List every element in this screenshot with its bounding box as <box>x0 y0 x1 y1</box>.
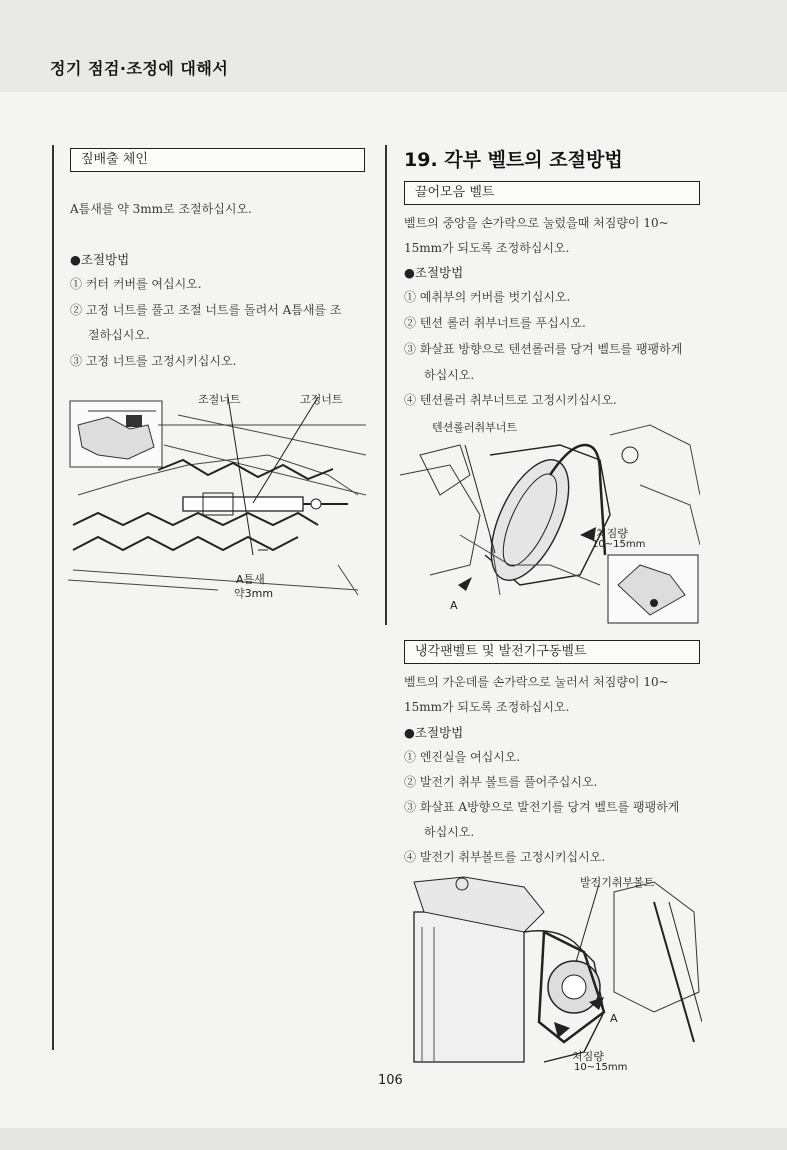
footer-band <box>0 1128 787 1150</box>
belt2-step-3-cont: 하십시오. <box>424 825 475 839</box>
left-column-rule <box>52 145 54 1050</box>
label-sag-value-2: 10~15mm <box>574 1062 628 1073</box>
belt1-step-3-cont: 하십시오. <box>424 368 475 382</box>
page-header-title: 정기 점검·조정에 대해서 <box>50 59 229 78</box>
belt2-intro-2: 15mm가 되도록 조정하십시오. <box>404 700 570 714</box>
left-step-2: ② 고정 너트를 풀고 조절 너트를 돌려서 A틈새를 조 <box>70 303 342 317</box>
left-intro: A틈새를 약 3mm로 조절하십시오. <box>70 202 252 216</box>
belt2-step-2: ② 발전기 취부 볼트를 풀어주십시오. <box>404 775 598 789</box>
fan-alternator-belt-figure <box>404 872 702 1077</box>
label-direction-a: A <box>610 1012 618 1025</box>
page-number: 106 <box>378 1073 403 1088</box>
belt1-intro-2: 15mm가 되도록 조정하십시오. <box>404 241 570 255</box>
belt1-step-4: ④ 텐션롤러 취부너트로 고정시키십시오. <box>404 393 617 407</box>
belt2-step-4: ④ 발전기 취부볼트를 고정시키십시오. <box>404 850 606 864</box>
belt1-heading: 끌어모음 벨트 <box>404 181 700 205</box>
belt1-intro-1: 벨트의 중앙을 손가락으로 눌렀을때 처짐량이 10~ <box>404 216 669 230</box>
label-a: A <box>450 599 458 612</box>
chain-adjustment-figure <box>68 385 366 610</box>
belt2-step-1: ① 엔진실을 여십시오. <box>404 750 521 764</box>
label-gap: A틈새 <box>236 573 265 586</box>
belt1-method-heading: ●조절방법 <box>404 265 464 280</box>
left-step-1: ① 커터 커버를 여십시오. <box>70 277 202 291</box>
left-step-2-cont: 절하십시오. <box>88 328 150 342</box>
label-tension-roller-nut: 텐션롤러취부너트 <box>432 421 518 434</box>
belt2-method-heading: ●조절방법 <box>404 725 464 740</box>
label-sag: 처짐량 <box>596 527 628 540</box>
left-section-heading: 짚배출 체인 <box>70 148 365 172</box>
belt1-step-3: ③ 화살표 방향으로 텐션롤러를 당겨 벨트를 팽팽하게 <box>404 342 683 356</box>
label-adjust-nut: 조절너트 <box>198 393 241 406</box>
belt2-step-3: ③ 화살표 A방향으로 발전기를 당겨 벨트를 팽팽하게 <box>404 800 680 814</box>
gathering-belt-figure <box>400 415 700 625</box>
label-lock-nut: 고정너트 <box>300 393 343 406</box>
label-sag-2: 처짐량 <box>572 1050 604 1063</box>
section-title: 19. 각부 벨트의 조절방법 <box>404 149 623 171</box>
label-alternator-bolt: 발전기취부볼트 <box>580 876 655 889</box>
left-step-3: ③ 고정 너트를 고정시키십시오. <box>70 354 237 368</box>
label-sag-value: 10~15mm <box>592 539 646 550</box>
center-column-rule <box>385 145 387 625</box>
belt1-step-1: ① 예취부의 커버를 벗기십시오. <box>404 290 571 304</box>
label-gap-value: 약3mm <box>234 587 274 600</box>
belt2-intro-1: 벨트의 가운데를 손가락으로 눌러서 처짐량이 10~ <box>404 675 669 689</box>
belt1-step-2: ② 텐션 롤러 취부너트를 푸십시오. <box>404 316 586 330</box>
left-method-heading: ●조절방법 <box>70 252 130 267</box>
belt2-heading: 냉각팬벨트 및 발전기구동벨트 <box>404 640 700 664</box>
